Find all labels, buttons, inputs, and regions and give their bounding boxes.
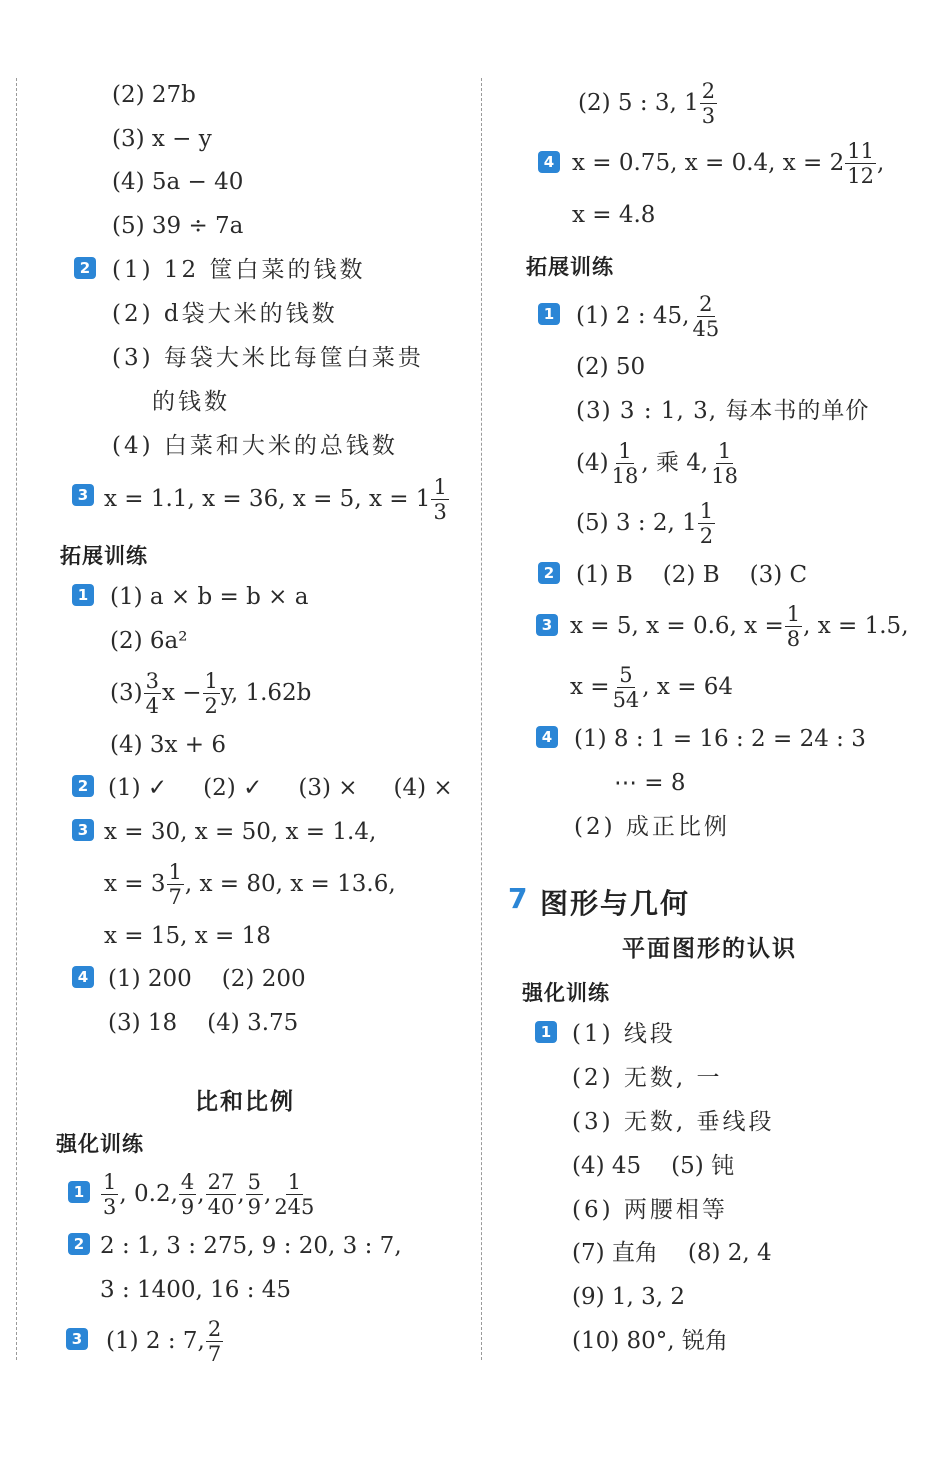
question-number-badge: 2 xyxy=(72,775,94,797)
question-number-badge: 4 xyxy=(536,726,558,748)
answer-line: (7) 直角 (8) 2, 4 xyxy=(572,1240,772,1266)
section-heading: 强化训练 xyxy=(522,981,610,1005)
fraction: $\frac{4}{9}$ xyxy=(180,1169,195,1219)
answer-line: (2) 50 xyxy=(576,354,646,380)
section-heading: 强化训练 xyxy=(56,1132,144,1156)
question-number-badge: 2 xyxy=(538,562,560,584)
answer-line: x = 15, x = 18 xyxy=(104,923,271,949)
answer-line: (2) 6a² xyxy=(110,628,188,654)
answer-line: (1) 线段 xyxy=(572,1021,676,1047)
answer-line: (2) 27b xyxy=(112,82,196,108)
answer-line: (2) 成正比例 xyxy=(574,814,730,840)
answer-line: (3) 无数, 垂线段 xyxy=(572,1109,775,1135)
question-number-badge: 4 xyxy=(538,151,560,173)
answer-line: (4) $\frac{1}{18}$ , 乘 4, $\frac{1}{18}$ xyxy=(576,438,738,488)
answer-line: (1) 12 筐白菜的钱数 xyxy=(112,257,366,283)
answer-line: (1) 2 : 7, $\frac{2}{7}$ xyxy=(106,1316,222,1366)
fraction: $\frac{11}{12}$ xyxy=(847,138,874,188)
question-number-badge: 2 xyxy=(74,257,96,279)
fraction: $\frac{27}{40}$ xyxy=(207,1169,235,1219)
section-heading: 拓展训练 xyxy=(526,255,614,279)
answer-line: (5) 3 : 2, 1 $\frac{1}{2}$ xyxy=(576,498,714,548)
answer-line: x = 4.8 xyxy=(572,202,656,228)
answer-line: $\frac{1}{3}$ , 0.2, $\frac{4}{9}$ , $\frac{27}{40}$ , $\frac{5}{9}$ , $\frac{1}{245}$ xyxy=(103,1169,315,1219)
fraction: $\frac{3}{4}$ xyxy=(145,668,159,718)
section-heading: 拓展训练 xyxy=(60,544,148,568)
answer-line: (1) a × b = b × a xyxy=(110,584,309,610)
section-title: 平面图形的认识 xyxy=(622,936,797,962)
answer-line: x = 30, x = 50, x = 1.4, xyxy=(104,819,377,845)
fraction: $\frac{2}{45}$ xyxy=(692,291,720,341)
answer-line: 2 : 1, 3 : 275, 9 : 20, 3 : 7, xyxy=(100,1233,402,1259)
fraction: $\frac{1}{3}$ xyxy=(103,1169,117,1219)
answer-text: x = 1.1, x = 36, x = 5, x = 1 xyxy=(104,486,431,512)
question-number-badge: 1 xyxy=(72,584,94,606)
answer-line: (4) 5a − 40 xyxy=(112,169,244,195)
fraction: $\frac{1}{8}$ xyxy=(786,601,801,651)
fraction: $\frac{5}{9}$ xyxy=(247,1169,261,1219)
answer-line: x = $\frac{5}{54}$ , x = 64 xyxy=(570,662,734,712)
answer-line: (1) 2 : 45, $\frac{2}{45}$ xyxy=(576,291,720,341)
question-number-badge: 3 xyxy=(536,614,558,636)
left-margin-dashed-line xyxy=(16,78,17,1360)
question-number-badge: 1 xyxy=(538,303,560,325)
question-number-badge: 3 xyxy=(66,1328,88,1350)
fraction: $\frac{1}{2}$ xyxy=(699,498,714,548)
answer-line: (1) B (2) B (3) C xyxy=(576,562,808,588)
answer-line: (5) 39 ÷ 7a xyxy=(112,213,244,239)
answer-line: (6) 两腰相等 xyxy=(572,1197,728,1223)
answer-line: (3) 3 : 1, 3, 每本书的单价 xyxy=(576,398,870,424)
answer-line: (9) 1, 3, 2 xyxy=(572,1284,686,1310)
answer-line: (4) 白菜和大米的总钱数 xyxy=(112,433,398,459)
fraction: $\frac{1}{245}$ xyxy=(274,1169,315,1219)
answer-line: x = 5, x = 0.6, x = $\frac{1}{8}$ , x = 1.5, xyxy=(570,601,909,651)
question-number-badge: 2 xyxy=(68,1233,90,1255)
answer-line: 的钱数 xyxy=(152,389,230,415)
column-divider-dashed-line xyxy=(481,78,482,1360)
answer-line: (4) 3x + 6 xyxy=(110,732,227,758)
answer-line: x = 3 $\frac{1}{7}$ , x = 80, x = 13.6, xyxy=(104,859,396,909)
answer-line: (4) 45 (5) 钝 xyxy=(572,1153,735,1179)
question-number-badge: 3 xyxy=(72,819,94,841)
question-number-badge: 3 xyxy=(72,484,94,506)
answer-line: x = 0.75, x = 0.4, x = 2 $\frac{11}{12}$ , xyxy=(572,138,885,188)
answer-line: 3 : 1400, 16 : 45 xyxy=(100,1277,292,1303)
fraction: $\frac{1}{2}$ xyxy=(204,668,218,718)
answer-line: (2) 5 : 3, 1 $\frac{2}{3}$ xyxy=(578,78,716,128)
answer-line: (1) ✓ (2) ✓ (3) × (4) × xyxy=(108,775,453,801)
fraction: $\frac{1}{18}$ xyxy=(611,438,639,488)
answer-line: (1) 8 : 1 = 16 : 2 = 24 : 3 xyxy=(574,726,866,752)
answer-line: (1) 200 (2) 200 xyxy=(108,966,306,992)
answer-line: (3) 18 (4) 3.75 xyxy=(108,1010,299,1036)
answer-line: (2) 无数, 一 xyxy=(572,1065,723,1091)
fraction: $\frac{2}{7}$ xyxy=(207,1316,222,1366)
answer-line: (3) 每袋大米比每筐白菜贵 xyxy=(112,345,424,371)
question-number-badge: 1 xyxy=(68,1181,90,1203)
answer-line: (3) $\frac{3}{4}$ x − $\frac{1}{2}$ y, 1.62b xyxy=(110,668,312,718)
answer-line: (10) 80°, 锐角 xyxy=(572,1328,728,1354)
fraction: $\frac{1}{3}$ xyxy=(433,474,447,524)
question-number-badge: 1 xyxy=(535,1021,557,1043)
question-number-badge: 4 xyxy=(72,966,94,988)
answer-line: ⋯ = 8 xyxy=(614,770,686,796)
answer-line xyxy=(104,470,450,528)
fraction: $\frac{1}{18}$ xyxy=(711,438,738,488)
section-title: 比和比例 xyxy=(195,1089,295,1115)
fraction: $\frac{1}{7}$ xyxy=(168,859,182,909)
fraction: $\frac{5}{54}$ xyxy=(612,662,640,712)
fraction: $\frac{2}{3}$ xyxy=(701,78,716,128)
chapter-number: 7 xyxy=(508,882,528,915)
chapter-title: 图形与几何 xyxy=(540,887,691,920)
answer-line: (3) x − y xyxy=(112,126,212,152)
answer-line: (2) d袋大米的钱数 xyxy=(112,301,338,327)
